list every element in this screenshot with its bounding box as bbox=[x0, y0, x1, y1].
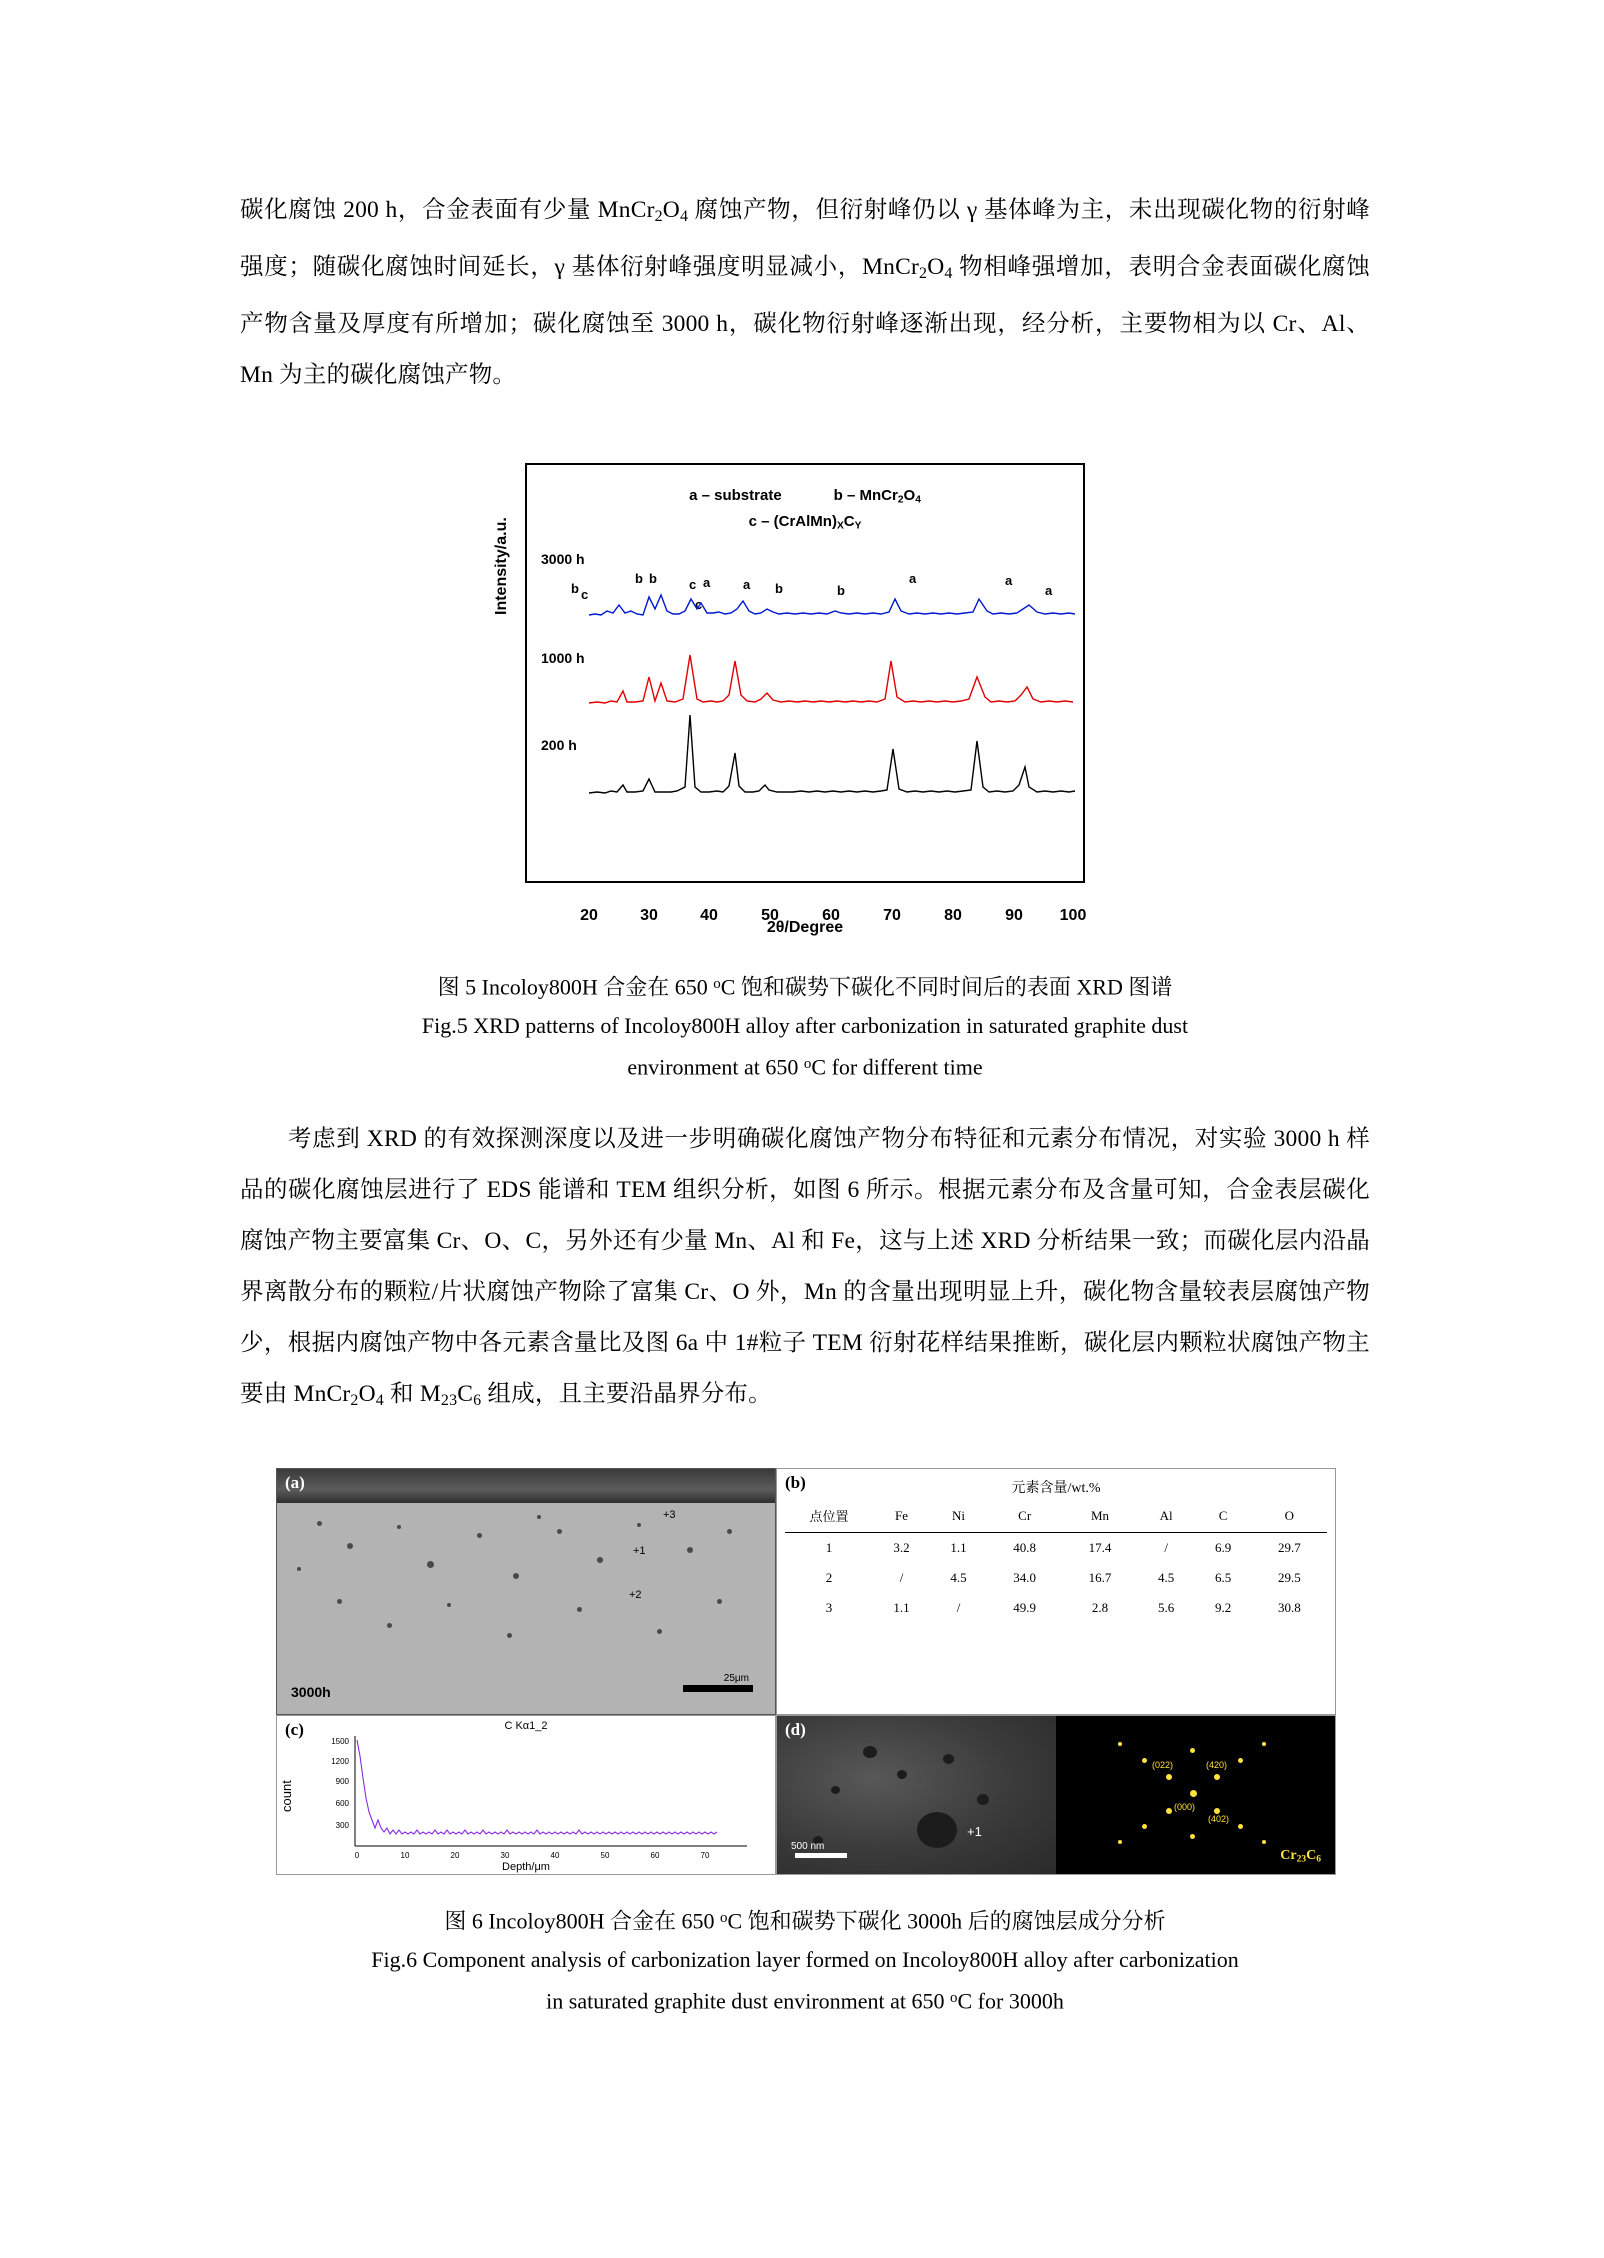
fig5-caption-en-2: environment at 650 $^o$C for different time bbox=[627, 1054, 983, 1080]
p1-seg3: 腐蚀产物，但衍射峰仍以 γ 基体峰为主，未出现碳化物的衍射峰强度；随碳化腐蚀时间延长，γ 基体衍射峰强度明显减小，MnCr bbox=[240, 197, 1370, 280]
eds-table bbox=[785, 1499, 1327, 1623]
sem-matrix bbox=[277, 1503, 775, 1714]
table-row: 2 / 4.5 34.0 16.7 4.5 6.5 29.5 bbox=[785, 1563, 1327, 1593]
svg-text:60: 60 bbox=[650, 1851, 660, 1861]
peak-letter-b4: b bbox=[775, 580, 783, 596]
eds-col-c: C bbox=[1195, 1499, 1252, 1533]
xrd-legend-line2: c – $(CrAlMn)_XC_Y$ bbox=[748, 512, 862, 532]
p1-seg1: 碳化腐蚀 200 h，合金表面有少量 MnCr bbox=[240, 197, 655, 223]
peak-letter-b5: b bbox=[837, 582, 845, 598]
eds-table-title: 元素含量/wt.% bbox=[1011, 1481, 1101, 1497]
svg-text:300: 300 bbox=[335, 1821, 349, 1831]
p1-seg4: O bbox=[927, 253, 945, 280]
panel-c-depth-profile bbox=[276, 1715, 776, 1875]
spectrum-y-label: count bbox=[279, 1780, 294, 1813]
peak-letter-c2: c bbox=[689, 576, 697, 592]
fig6-caption-en-1: Fig.6 Component analysis of carbonization layer formed on Incoloy800H alloy after carbonization bbox=[371, 1947, 1239, 1973]
table-row: 1 3.2 1.1 40.8 17.4 / 6.9 29.7 bbox=[785, 1533, 1327, 1564]
curve-label-200h: 200 h bbox=[541, 736, 577, 753]
xrd-chart: a – substrate b – $MnCr_2O_4$ c – $(CrAlMn)_XC_Y$ 3000 h 1000 h 200 h b c b b c a c a b b a a a Intensity/a.u. 20 30 40 50 60 70 80 90 100 2θ/Degree bbox=[525, 463, 1085, 883]
peak-letter-c1: c bbox=[581, 586, 589, 602]
page-content bbox=[240, 185, 1370, 2021]
eds-first-col-header: 点位置 bbox=[785, 1499, 873, 1533]
panel-a-tag: (a) bbox=[285, 1473, 305, 1493]
svg-text:40: 40 bbox=[550, 1851, 560, 1861]
xrd-x-axis-title: 2θ/Degree bbox=[766, 918, 844, 936]
sem-scalebar-label: 25μm bbox=[723, 1673, 749, 1685]
panel-a-sem-image bbox=[276, 1468, 776, 1715]
figure-6-row-bottom bbox=[276, 1715, 1336, 1875]
svg-text:30: 30 bbox=[500, 1851, 510, 1861]
legend-a: a – substrate bbox=[689, 486, 782, 504]
spectrum-plot bbox=[277, 1716, 777, 1876]
saed-label-420: (420) bbox=[1206, 1760, 1228, 1771]
p2-seg1: 考虑到 XRD 的有效探测深度以及进一步明确碳化腐蚀产物分布特征和元素分布情况，对实验 3000 h 样品的碳化腐蚀层进行了 EDS 能谱和 TEM 组织分析，如图 6 所示。根据元素分布及含量可知，合金表层碳化腐蚀产物主要富集 Cr、O、C，另外还有少量 Mn、Al 和 Fe，这与上述 XRD 分析结果一致；而碳化层内沿晶界离散分布的颗粒/片状腐蚀产物除了富集 Cr、O 外，Mn 的含量出现明显上升，碳化物含量较表层腐蚀产物少，根据内腐蚀产物中各元素含量比及图 6a 中 1#粒子 TEM 衍射花样结果推断，碳化层内颗粒状腐蚀产物主要由 MnCr bbox=[240, 1126, 1370, 1408]
tem-point-label: +1 bbox=[967, 1824, 982, 1840]
figure-6-caption bbox=[240, 1899, 1370, 2020]
svg-text:0: 0 bbox=[354, 1851, 360, 1861]
panel-c-tag: (c) bbox=[285, 1720, 304, 1740]
saed-pattern bbox=[1056, 1716, 1335, 1874]
p1-sub1: 2 bbox=[654, 207, 663, 225]
p1-sub4: 4 bbox=[944, 264, 953, 282]
eds-col-fe: Fe bbox=[873, 1499, 930, 1533]
peak-letter-b3: b bbox=[649, 570, 657, 586]
saed-phase-label: $Cr_{23}C_6$ bbox=[1280, 1848, 1321, 1865]
figure-5-caption bbox=[240, 965, 1370, 1086]
eds-col-ni: Ni bbox=[930, 1499, 987, 1533]
tem-image bbox=[777, 1716, 1056, 1874]
sem-scalebar bbox=[683, 1685, 753, 1692]
svg-text:70: 70 bbox=[700, 1851, 710, 1861]
tem-scale-label: 500 nm bbox=[791, 1841, 825, 1853]
sem-mark-1: +1 bbox=[633, 1545, 646, 1558]
spectrum-x-label: Depth/μm bbox=[502, 1861, 550, 1874]
curve-label-3000h: 3000 h bbox=[541, 550, 585, 567]
svg-text:1200: 1200 bbox=[331, 1757, 349, 1767]
peak-letter-b1: b bbox=[571, 580, 579, 596]
eds-row3-point: 3 bbox=[825, 1600, 833, 1616]
saed-label-000: (000) bbox=[1174, 1802, 1196, 1813]
panel-b-tag: (b) bbox=[785, 1473, 806, 1493]
panel-d-tem-saed bbox=[776, 1715, 1336, 1875]
sem-time-label: 3000h bbox=[291, 1684, 331, 1701]
svg-text:1500: 1500 bbox=[331, 1737, 349, 1747]
fig5-caption-en-1: Fig.5 XRD patterns of Incoloy800H alloy after carbonization in saturated graphite dust bbox=[421, 1012, 1189, 1038]
peak-letter-a4: a bbox=[1005, 572, 1013, 588]
table-row: 3 1.1 / 49.9 2.8 5.6 9.2 30.8 bbox=[785, 1593, 1327, 1623]
figure-5 bbox=[240, 463, 1370, 936]
sem-mark-3: +3 bbox=[663, 1509, 676, 1522]
xrd-y-axis-label: Intensity/a.u. bbox=[493, 517, 510, 615]
saed-label-402: (402) bbox=[1208, 1814, 1230, 1825]
fig6-caption-cn: 图 6 Incoloy800H 合金在 650 $^o$C 饱和碳势下碳化 3000h 后的腐蚀层成分分析 bbox=[444, 1909, 1166, 1935]
saed-label-022: (022) bbox=[1152, 1760, 1174, 1771]
svg-text:600: 600 bbox=[335, 1799, 349, 1809]
eds-row2-point: 2 bbox=[825, 1570, 833, 1586]
paragraph-2: 考虑到 XRD 的有效探测深度以及进一步明确碳化腐蚀产物分布特征和元素分布情况，对实验 3000 h 样品的碳化腐蚀层进行了 EDS 能谱和 TEM 组织分析，如图 6 所示。根据元素分布及含量可知，合金表层碳化腐蚀产物主要富集 Cr、O、C，另外还有少量 Mn、Al 和 Fe，这与上述 XRD 分析结果一致；而碳化层内沿晶界离散分布的颗粒/片状腐蚀产物除了富集 Cr、O 外，Mn 的含量出现明显上升，碳化物含量较表层腐蚀产物少，根据内腐蚀产物中各元素含量比及图 6a 中 1#粒子 TEM 衍射花样结果推断，碳化层内颗粒状腐蚀产物主要由 $MnCr_2O_4$ 和 $M_{23}C_6$ 组成，且主要沿晶界分布。 bbox=[240, 1126, 1370, 1410]
figure-6-row-top bbox=[276, 1468, 1336, 1715]
peak-letter-a1: a bbox=[703, 574, 711, 590]
svg-text:10: 10 bbox=[400, 1851, 410, 1861]
eds-header-row bbox=[785, 1499, 1327, 1533]
svg-text:50: 50 bbox=[600, 1851, 610, 1861]
paragraph-1 bbox=[240, 185, 1370, 401]
p1-seg5: 物相峰强增加，表明合金表面碳化腐蚀产物含量及厚度有所增加；碳化腐蚀至 3000 h，碳化物衍射峰逐渐出现，经分析，主要物相为以 Cr、Al、Mn 为主的碳化腐蚀产物。 bbox=[240, 253, 1370, 388]
eds-col-cr: Cr bbox=[987, 1499, 1062, 1533]
peak-letter-c3: c bbox=[695, 596, 703, 612]
curve-label-1000h: 1000 h bbox=[541, 649, 585, 666]
peak-letter-a5: a bbox=[1045, 582, 1053, 598]
eds-col-o: O bbox=[1252, 1499, 1327, 1533]
peak-letter-b2: b bbox=[635, 570, 643, 586]
fig5-caption-cn: 图 5 Incoloy800H 合金在 650 $^o$C 饱和碳势下碳化不同时间后的表面 XRD 图谱 bbox=[437, 974, 1173, 1000]
eds-col-al: Al bbox=[1138, 1499, 1195, 1533]
xrd-curves bbox=[527, 465, 1083, 881]
panel-d-tag: (d) bbox=[785, 1720, 806, 1740]
sem-mark-2: +2 bbox=[629, 1589, 642, 1602]
tem-scalebar bbox=[795, 1853, 847, 1858]
p1-sub2: 4 bbox=[679, 207, 689, 225]
eds-col-mn: Mn bbox=[1062, 1499, 1137, 1533]
figure-6 bbox=[276, 1468, 1336, 1875]
fig6-caption-en-2: in saturated graphite dust environment at 650 $^o$C for 3000h bbox=[546, 1988, 1064, 2014]
spectrum-title: C Kα1_2 bbox=[504, 1720, 548, 1733]
sem-surface-layer bbox=[277, 1469, 775, 1503]
p1-sub3: 2 bbox=[919, 264, 928, 282]
eds-row1-point: 1 bbox=[825, 1540, 833, 1556]
legend-b: b – $MnCr_2O_4$ bbox=[833, 486, 921, 506]
panel-b-eds-table bbox=[776, 1468, 1336, 1715]
p1-seg2: O bbox=[662, 197, 680, 223]
svg-text:20: 20 bbox=[450, 1851, 460, 1861]
svg-text:900: 900 bbox=[335, 1777, 349, 1787]
peak-letter-a2: a bbox=[743, 576, 751, 592]
peak-letter-a3: a bbox=[909, 570, 917, 586]
